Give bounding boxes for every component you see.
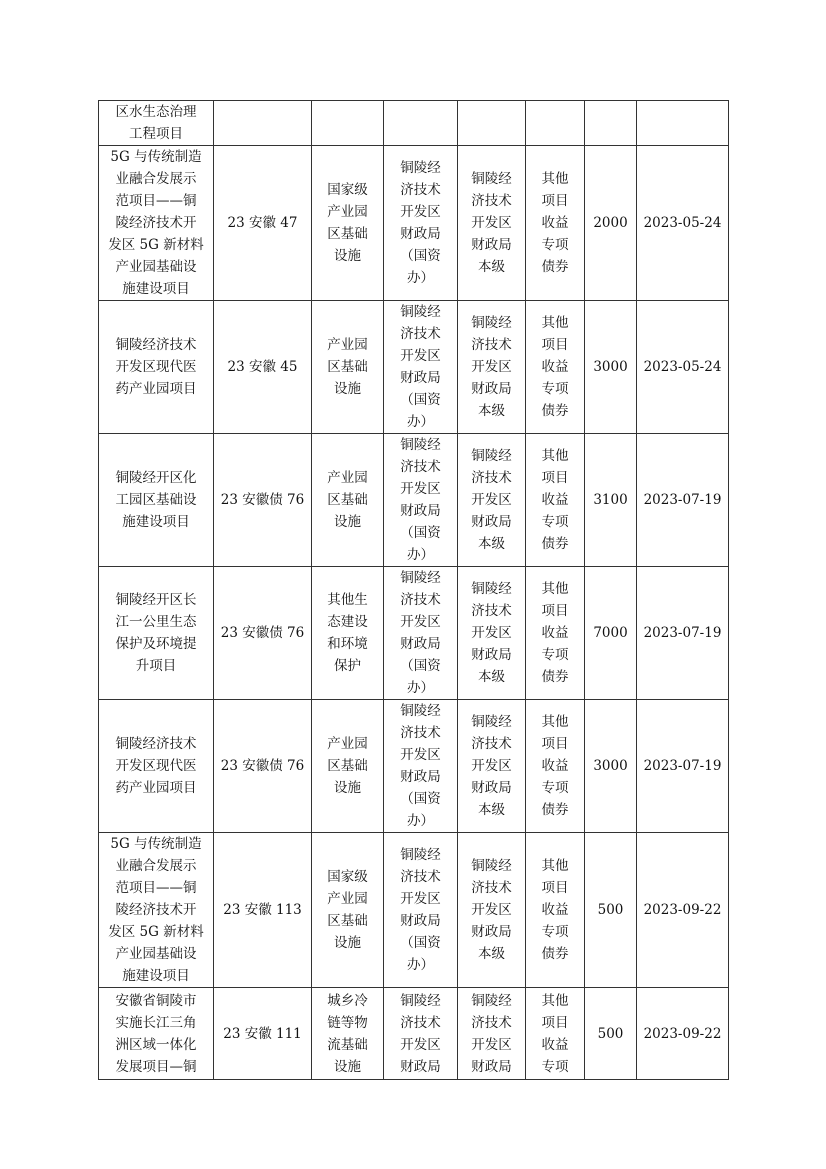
fiscal-level-line: 开发区 bbox=[471, 1036, 512, 1053]
bond-type-line: 收益 bbox=[541, 492, 569, 508]
project-category-line: 产业园 bbox=[327, 891, 368, 907]
project-name-line: 安徽省铜陵市 bbox=[115, 992, 197, 1009]
project-name-line: 施建设项目 bbox=[122, 514, 190, 530]
table-row bbox=[99, 301, 729, 434]
project-name-cell bbox=[99, 567, 214, 700]
project-category-line: 流基础 bbox=[327, 1036, 368, 1053]
fiscal-level-line: 开发区 bbox=[471, 215, 512, 231]
project-category-line: 设施 bbox=[334, 935, 361, 951]
implementing-unit-line: （国资 bbox=[400, 392, 441, 408]
bond-type-line: 专项 bbox=[541, 237, 569, 253]
implementing-unit-line: 开发区 bbox=[400, 614, 441, 630]
implementing-unit-cell bbox=[384, 434, 458, 567]
implementing-unit-line: 财政局 bbox=[400, 1058, 441, 1075]
fiscal-level-line: 济技术 bbox=[471, 193, 512, 209]
implementing-unit-line: 济技术 bbox=[400, 869, 441, 885]
project-category-line: 设施 bbox=[334, 248, 361, 264]
fiscal-level-line: 济技术 bbox=[471, 603, 512, 619]
project-category-cell bbox=[312, 700, 384, 833]
project-category-line: 产业园 bbox=[327, 204, 368, 220]
fiscal-level-line: 铜陵经 bbox=[471, 171, 512, 187]
fiscal-level-line: 铜陵经 bbox=[471, 858, 512, 874]
bond-type-line: 项目 bbox=[541, 880, 569, 896]
fiscal-level-line: 济技术 bbox=[471, 736, 512, 752]
table-row bbox=[99, 700, 729, 833]
fiscal-level-line: 济技术 bbox=[471, 1014, 512, 1031]
fiscal-level-line: 济技术 bbox=[471, 880, 512, 896]
bond-code-cell: 23 安徽 111 bbox=[214, 988, 312, 1080]
project-category-line: 国家级 bbox=[327, 182, 368, 198]
bond-type-line: 专项 bbox=[541, 514, 569, 530]
project-name-line: 陵经济技术开 bbox=[115, 215, 197, 231]
project-category-line: 产业园 bbox=[327, 736, 368, 752]
issue-date-cell: 2023-05-24 bbox=[637, 146, 729, 301]
fiscal-level-cell bbox=[458, 833, 526, 988]
project-name-cell bbox=[99, 833, 214, 988]
project-category-line: 城乡冷 bbox=[327, 992, 368, 1009]
bond-type-line: 项目 bbox=[541, 470, 569, 486]
bond-type-line: 债券 bbox=[541, 259, 569, 275]
project-category-line: 设施 bbox=[334, 1058, 361, 1075]
bond-type-cell bbox=[526, 146, 585, 301]
project-name-line: 开发区现代医 bbox=[115, 758, 197, 774]
implementing-unit-line: 财政局 bbox=[400, 226, 441, 242]
table-row bbox=[99, 146, 729, 301]
bond-type-line: 债券 bbox=[541, 403, 569, 419]
bond-type-line: 项目 bbox=[541, 337, 569, 353]
bond-amount-cell: 500 bbox=[585, 988, 637, 1080]
fiscal-level-line: 本级 bbox=[478, 802, 505, 818]
fiscal-level-line: 财政局 bbox=[471, 514, 512, 530]
bond-type-line: 收益 bbox=[541, 758, 569, 774]
project-name-line: 施建设项目 bbox=[122, 281, 190, 297]
implementing-unit-line: （国资 bbox=[400, 658, 441, 674]
table-body bbox=[99, 101, 729, 1080]
project-category-cell bbox=[312, 567, 384, 700]
fiscal-level-line: 开发区 bbox=[471, 492, 512, 508]
fiscal-level-line: 本级 bbox=[478, 536, 505, 552]
project-name-line: 保护及环境提 bbox=[115, 636, 197, 652]
bond-type-line: 其他 bbox=[541, 992, 569, 1009]
implementing-unit-line: 铜陵经 bbox=[400, 160, 441, 176]
implementing-unit-cell bbox=[384, 567, 458, 700]
bond-amount-cell bbox=[585, 101, 637, 146]
project-name-line: 药产业园项目 bbox=[115, 780, 197, 796]
project-name-line: 工程项目 bbox=[129, 126, 183, 142]
fiscal-level-line: 本级 bbox=[478, 946, 505, 962]
issue-date-cell bbox=[637, 101, 729, 146]
project-name-cell bbox=[99, 434, 214, 567]
implementing-unit-cell bbox=[384, 101, 458, 146]
implementing-unit-line: 开发区 bbox=[400, 891, 441, 907]
project-category-line: 区基础 bbox=[327, 226, 368, 242]
project-category-line: 链等物 bbox=[327, 1014, 368, 1031]
fiscal-level-line: 财政局 bbox=[471, 237, 512, 253]
fiscal-level-line: 财政局 bbox=[471, 1058, 512, 1075]
project-category-line: 和环境 bbox=[327, 636, 368, 652]
fiscal-level-line: 财政局 bbox=[471, 924, 512, 940]
issue-date-cell: 2023-09-22 bbox=[637, 988, 729, 1080]
project-category-line: 产业园 bbox=[327, 470, 368, 486]
project-name-line: 发区 5G 新材料 bbox=[108, 237, 204, 253]
implementing-unit-line: （国资 bbox=[400, 248, 441, 264]
implementing-unit-line: 财政局 bbox=[400, 769, 441, 785]
implementing-unit-cell bbox=[384, 301, 458, 434]
implementing-unit-line: 财政局 bbox=[400, 636, 441, 652]
project-name-line: 实施长江三角 bbox=[115, 1014, 197, 1031]
table-row bbox=[99, 567, 729, 700]
bond-code-cell: 23 安徽债 76 bbox=[214, 567, 312, 700]
project-category-cell bbox=[312, 101, 384, 146]
fiscal-level-line: 铜陵经 bbox=[471, 581, 512, 597]
table-row bbox=[99, 434, 729, 567]
bond-type-line: 债券 bbox=[541, 536, 569, 552]
implementing-unit-line: 财政局 bbox=[400, 370, 441, 386]
project-category-line: 保护 bbox=[334, 658, 361, 674]
project-name-line: 业融合发展示 bbox=[115, 171, 197, 187]
bond-type-line: 项目 bbox=[541, 736, 569, 752]
implementing-unit-line: 办） bbox=[407, 270, 434, 286]
implementing-unit-line: 办） bbox=[407, 547, 434, 563]
implementing-unit-line: 铜陵经 bbox=[400, 570, 441, 586]
project-name-line: 铜陵经济技术 bbox=[115, 736, 197, 752]
bond-type-cell bbox=[526, 567, 585, 700]
bond-type-line: 其他 bbox=[541, 315, 569, 331]
fiscal-level-line: 铜陵经 bbox=[471, 714, 512, 730]
bond-type-line: 项目 bbox=[541, 1014, 569, 1031]
fiscal-level-line: 本级 bbox=[478, 259, 505, 275]
table-row bbox=[99, 833, 729, 988]
bond-code-cell: 23 安徽 47 bbox=[214, 146, 312, 301]
implementing-unit-line: 开发区 bbox=[400, 747, 441, 763]
project-name-cell bbox=[99, 146, 214, 301]
fiscal-level-line: 本级 bbox=[478, 669, 505, 685]
fiscal-level-cell bbox=[458, 301, 526, 434]
fiscal-level-line: 铜陵经 bbox=[471, 992, 512, 1009]
fiscal-level-line: 开发区 bbox=[471, 902, 512, 918]
fiscal-level-line: 开发区 bbox=[471, 359, 512, 375]
fiscal-level-cell bbox=[458, 567, 526, 700]
project-name-cell bbox=[99, 301, 214, 434]
project-name-cell bbox=[99, 101, 214, 146]
bond-table bbox=[98, 100, 729, 1080]
bond-amount-cell: 3000 bbox=[585, 301, 637, 434]
project-category-line: 区基础 bbox=[327, 913, 368, 929]
implementing-unit-line: 铜陵经 bbox=[400, 304, 441, 320]
bond-type-line: 专项 bbox=[541, 924, 569, 940]
fiscal-level-line: 财政局 bbox=[471, 647, 512, 663]
project-name-line: 业融合发展示 bbox=[115, 858, 197, 874]
project-name-line: 江一公里生态 bbox=[115, 614, 197, 630]
implementing-unit-line: 办） bbox=[407, 813, 434, 829]
project-name-line: 区水生态治理 bbox=[115, 104, 197, 120]
issue-date-cell: 2023-09-22 bbox=[637, 833, 729, 988]
fiscal-level-cell bbox=[458, 700, 526, 833]
project-category-cell bbox=[312, 988, 384, 1080]
bond-type-line: 债券 bbox=[541, 802, 569, 818]
bond-type-line: 专项 bbox=[541, 381, 569, 397]
implementing-unit-line: 铜陵经 bbox=[400, 703, 441, 719]
fiscal-level-line: 铜陵经 bbox=[471, 315, 512, 331]
bond-code-cell: 23 安徽 113 bbox=[214, 833, 312, 988]
issue-date-cell: 2023-07-19 bbox=[637, 567, 729, 700]
project-name-line: 范项目——铜 bbox=[115, 193, 197, 209]
implementing-unit-cell bbox=[384, 146, 458, 301]
implementing-unit-cell bbox=[384, 700, 458, 833]
implementing-unit-line: 济技术 bbox=[400, 182, 441, 198]
fiscal-level-line: 本级 bbox=[478, 403, 505, 419]
fiscal-level-cell bbox=[458, 101, 526, 146]
project-name-line: 开发区现代医 bbox=[115, 359, 197, 375]
bond-type-cell bbox=[526, 434, 585, 567]
bond-type-line: 专项 bbox=[541, 647, 569, 663]
project-name-line: 铜陵经开区长 bbox=[115, 592, 197, 608]
bond-type-line: 其他 bbox=[541, 581, 569, 597]
bond-type-line: 其他 bbox=[541, 858, 569, 874]
fiscal-level-line: 开发区 bbox=[471, 625, 512, 641]
implementing-unit-line: 济技术 bbox=[400, 459, 441, 475]
project-name-line: 产业园基础设 bbox=[115, 259, 197, 275]
fiscal-level-cell bbox=[458, 146, 526, 301]
bond-type-line: 债券 bbox=[541, 946, 569, 962]
fiscal-level-line: 济技术 bbox=[471, 337, 512, 353]
project-name-line: 发区 5G 新材料 bbox=[108, 924, 204, 940]
project-name-line: 产业园基础设 bbox=[115, 946, 197, 962]
project-name-line: 升项目 bbox=[135, 658, 177, 674]
issue-date-cell: 2023-07-19 bbox=[637, 434, 729, 567]
project-name-line: 范项目——铜 bbox=[115, 880, 197, 896]
bond-type-line: 项目 bbox=[541, 603, 569, 619]
project-name-line: 洲区域一体化 bbox=[115, 1036, 197, 1053]
table-row bbox=[99, 988, 729, 1080]
bond-type-cell bbox=[526, 988, 585, 1080]
implementing-unit-line: 济技术 bbox=[400, 326, 441, 342]
project-category-line: 态建设 bbox=[327, 614, 368, 630]
fiscal-level-line: 济技术 bbox=[471, 470, 512, 486]
implementing-unit-line: 济技术 bbox=[400, 725, 441, 741]
implementing-unit-line: 开发区 bbox=[400, 1036, 441, 1053]
project-category-line: 国家级 bbox=[327, 869, 368, 885]
project-name-line: 陵经济技术开 bbox=[115, 902, 197, 918]
project-name-line: 施建设项目 bbox=[122, 968, 190, 984]
fiscal-level-line: 开发区 bbox=[471, 758, 512, 774]
implementing-unit-line: 济技术 bbox=[400, 592, 441, 608]
project-name-line: 5G 与传统制造 bbox=[110, 836, 202, 852]
implementing-unit-line: 开发区 bbox=[400, 481, 441, 497]
implementing-unit-line: （国资 bbox=[400, 525, 441, 541]
project-category-line: 区基础 bbox=[327, 758, 368, 774]
bond-type-cell bbox=[526, 301, 585, 434]
project-name-cell bbox=[99, 700, 214, 833]
project-category-line: 产业园 bbox=[327, 337, 368, 353]
implementing-unit-cell bbox=[384, 833, 458, 988]
bond-type-line: 收益 bbox=[541, 359, 569, 375]
project-name-cell bbox=[99, 988, 214, 1080]
project-name-line: 铜陵经济技术 bbox=[115, 337, 197, 353]
project-name-line: 5G 与传统制造 bbox=[110, 149, 202, 165]
implementing-unit-line: 开发区 bbox=[400, 348, 441, 364]
project-category-line: 其他生 bbox=[327, 592, 368, 608]
project-category-cell bbox=[312, 146, 384, 301]
project-name-line: 工园区基础设 bbox=[115, 492, 197, 508]
project-category-line: 设施 bbox=[334, 514, 361, 530]
bond-type-line: 项目 bbox=[541, 193, 569, 209]
implementing-unit-line: 铜陵经 bbox=[400, 847, 441, 863]
bond-type-line: 收益 bbox=[541, 215, 569, 231]
bond-code-cell: 23 安徽 45 bbox=[214, 301, 312, 434]
implementing-unit-cell bbox=[384, 988, 458, 1080]
bond-code-cell: 23 安徽债 76 bbox=[214, 700, 312, 833]
bond-type-cell bbox=[526, 700, 585, 833]
fiscal-level-line: 财政局 bbox=[471, 381, 512, 397]
fiscal-level-cell bbox=[458, 988, 526, 1080]
bond-type-line: 其他 bbox=[541, 714, 569, 730]
issue-date-cell: 2023-05-24 bbox=[637, 301, 729, 434]
bond-amount-cell: 500 bbox=[585, 833, 637, 988]
project-category-cell bbox=[312, 434, 384, 567]
bond-code-cell bbox=[214, 101, 312, 146]
bond-type-line: 专项 bbox=[541, 780, 569, 796]
project-name-line: 药产业园项目 bbox=[115, 381, 197, 397]
implementing-unit-line: （国资 bbox=[400, 935, 441, 951]
project-category-line: 区基础 bbox=[327, 359, 368, 375]
bond-type-line: 收益 bbox=[541, 625, 569, 641]
bond-type-line: 收益 bbox=[541, 902, 569, 918]
implementing-unit-line: 财政局 bbox=[400, 503, 441, 519]
bond-type-line: 其他 bbox=[541, 171, 569, 187]
bond-amount-cell: 3000 bbox=[585, 700, 637, 833]
project-category-cell bbox=[312, 833, 384, 988]
bond-amount-cell: 7000 bbox=[585, 567, 637, 700]
implementing-unit-line: 开发区 bbox=[400, 204, 441, 220]
project-category-cell bbox=[312, 301, 384, 434]
implementing-unit-line: 财政局 bbox=[400, 913, 441, 929]
project-category-line: 设施 bbox=[334, 381, 361, 397]
implementing-unit-line: （国资 bbox=[400, 791, 441, 807]
bond-type-line: 其他 bbox=[541, 448, 569, 464]
fiscal-level-cell bbox=[458, 434, 526, 567]
project-name-line: 铜陵经开区化 bbox=[115, 470, 197, 486]
fiscal-level-line: 财政局 bbox=[471, 780, 512, 796]
bond-type-line: 债券 bbox=[541, 669, 569, 685]
project-category-line: 区基础 bbox=[327, 492, 368, 508]
implementing-unit-line: 办） bbox=[407, 680, 434, 696]
project-category-line: 设施 bbox=[334, 780, 361, 796]
project-name-line: 发展项目—铜 bbox=[115, 1058, 197, 1075]
bond-amount-cell: 3100 bbox=[585, 434, 637, 567]
implementing-unit-line: 铜陵经 bbox=[400, 437, 441, 453]
bond-type-cell bbox=[526, 101, 585, 146]
implementing-unit-line: 铜陵经 bbox=[400, 992, 441, 1009]
table-row bbox=[99, 101, 729, 146]
bond-type-line: 专项 bbox=[541, 1058, 569, 1075]
bond-type-cell bbox=[526, 833, 585, 988]
implementing-unit-line: 办） bbox=[407, 414, 434, 430]
issue-date-cell: 2023-07-19 bbox=[637, 700, 729, 833]
bond-code-cell: 23 安徽债 76 bbox=[214, 434, 312, 567]
implementing-unit-line: 济技术 bbox=[400, 1014, 441, 1031]
bond-type-line: 收益 bbox=[541, 1036, 569, 1053]
bond-amount-cell: 2000 bbox=[585, 146, 637, 301]
fiscal-level-line: 铜陵经 bbox=[471, 448, 512, 464]
implementing-unit-line: 办） bbox=[407, 957, 434, 973]
